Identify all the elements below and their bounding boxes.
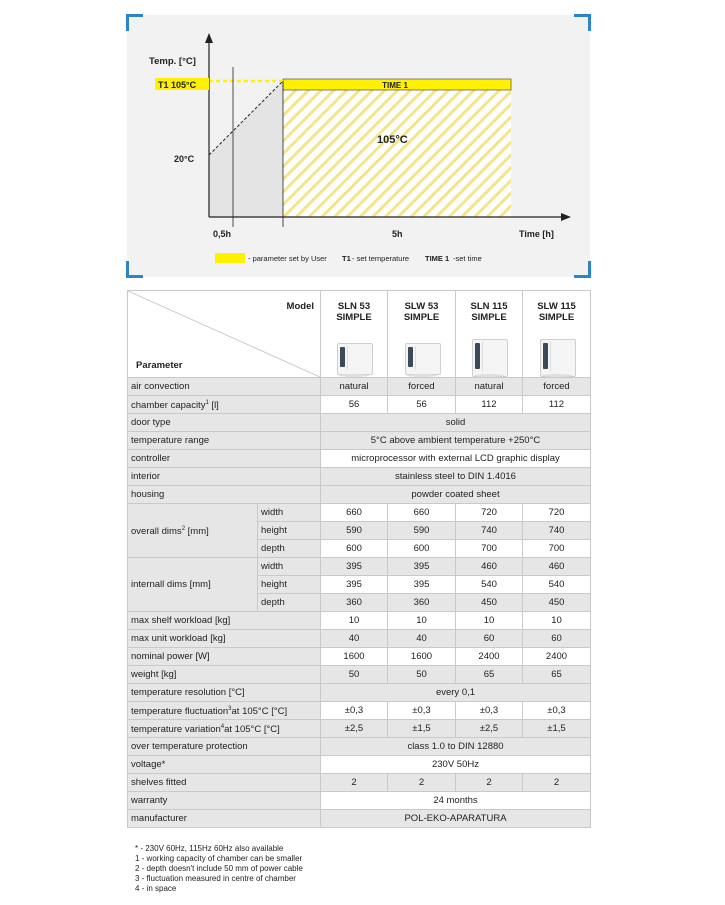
row-label: max unit workload [kg] xyxy=(128,630,321,648)
cell: 740 xyxy=(456,522,523,540)
model-column-slw115 xyxy=(523,291,591,378)
cell: forced xyxy=(523,378,591,396)
legend-t1-key: T1 xyxy=(342,254,351,263)
cell: natural xyxy=(456,378,523,396)
cell: 540 xyxy=(523,576,591,594)
table-row xyxy=(128,612,591,630)
header-parameter-label: Parameter xyxy=(136,360,183,371)
cell: natural xyxy=(321,378,388,396)
x-tick-5h: 5h xyxy=(392,229,403,239)
cell: 2400 xyxy=(456,648,523,666)
footnote: 2 - depth doesn't include 50 mm of power cable xyxy=(135,864,303,873)
cell: 2 xyxy=(523,774,591,792)
cell: 600 xyxy=(321,540,388,558)
footnote: 3 - fluctuation measured in centre of chamber xyxy=(135,874,296,883)
table-row xyxy=(128,756,591,774)
row-label: temperature variation$^4$at 105°C [°C] xyxy=(128,720,321,738)
model-name-line1: SLN 53 xyxy=(337,301,371,312)
time1-bar-label: TIME 1 xyxy=(382,81,408,90)
cell: ±1,5 xyxy=(388,720,456,738)
table-row xyxy=(128,486,591,504)
cell: 60 xyxy=(456,630,523,648)
cell: solid xyxy=(321,414,591,432)
row-label: air convection xyxy=(128,378,321,396)
chart-svg xyxy=(127,15,590,277)
row-label: internall dims [mm] xyxy=(128,558,258,612)
row-label: weight [kg] xyxy=(128,666,321,684)
row-label: shelves fitted xyxy=(128,774,321,792)
cell: 700 xyxy=(456,540,523,558)
table-row xyxy=(128,432,591,450)
cell: 740 xyxy=(523,522,591,540)
cell: 395 xyxy=(388,558,456,576)
sub-label: depth xyxy=(258,594,321,612)
cell: ±1,5 xyxy=(523,720,591,738)
row-label: controller xyxy=(128,450,321,468)
sub-label: height xyxy=(258,576,321,594)
cell: 24 months xyxy=(321,792,591,810)
row-label: over temperature protection xyxy=(128,738,321,756)
table-row xyxy=(128,684,591,702)
cell: 1600 xyxy=(388,648,456,666)
cell: 112 xyxy=(456,396,523,414)
cell: every 0,1 xyxy=(321,684,591,702)
model-name-line2: SIMPLE xyxy=(471,312,507,323)
cell: 5°C above ambient temperature +250°C xyxy=(321,432,591,450)
row-label: door type xyxy=(128,414,321,432)
table-row xyxy=(128,378,591,396)
model-column-slw53 xyxy=(388,291,456,378)
sub-label: width xyxy=(258,558,321,576)
ramp-area xyxy=(209,81,283,217)
cell: microprocessor with external LCD graphic display xyxy=(321,450,591,468)
cell: 10 xyxy=(456,612,523,630)
table-row xyxy=(128,396,591,414)
sub-label: depth xyxy=(258,540,321,558)
header-model-label: Model xyxy=(286,301,314,312)
model-name-line2: SIMPLE xyxy=(336,312,372,323)
y-axis-label: Temp. [°C] xyxy=(149,56,196,67)
cell: 65 xyxy=(523,666,591,684)
table-row xyxy=(128,738,591,756)
cell: 10 xyxy=(321,612,388,630)
cell: ±2,5 xyxy=(321,720,388,738)
row-label: interior xyxy=(128,468,321,486)
cell: 2 xyxy=(388,774,456,792)
cell: 2 xyxy=(456,774,523,792)
table-row xyxy=(128,504,591,522)
legend-time-key: TIME 1 xyxy=(425,254,450,263)
cell: 1600 xyxy=(321,648,388,666)
oven-icon xyxy=(540,339,574,377)
cell: 540 xyxy=(456,576,523,594)
legend-user-text: - parameter set by User xyxy=(248,254,327,263)
model-name-line2: SIMPLE xyxy=(538,312,575,323)
sub-label: height xyxy=(258,522,321,540)
sub-label: width xyxy=(258,504,321,522)
row-label: temperature fluctuation$^3$at 105°C [°C] xyxy=(128,702,321,720)
x-axis-arrow xyxy=(561,213,571,221)
row-label: voltage* xyxy=(128,756,321,774)
table-row xyxy=(128,558,591,576)
cell: 50 xyxy=(388,666,456,684)
oven-icon xyxy=(337,339,371,377)
legend-swatch xyxy=(215,253,245,263)
row-label: max shelf workload [kg] xyxy=(128,612,321,630)
table-header-row xyxy=(128,291,591,378)
table-row xyxy=(128,666,591,684)
cell: stainless steel to DIN 1.4016 xyxy=(321,468,591,486)
cell: ±0,3 xyxy=(388,702,456,720)
footnote: 1 - working capacity of chamber can be smaller xyxy=(135,854,303,863)
cell: 65 xyxy=(456,666,523,684)
cell: 2 xyxy=(321,774,388,792)
cell: POL-EKO-APARATURA xyxy=(321,810,591,828)
model-name-line1: SLW 115 xyxy=(537,301,576,312)
table-row xyxy=(128,414,591,432)
cell: 40 xyxy=(388,630,456,648)
plateau-temp-label: 105°C xyxy=(377,134,408,146)
row-label: temperature range xyxy=(128,432,321,450)
row-label: overall dims$^2$ [mm] xyxy=(128,504,258,558)
model-name-line2: SIMPLE xyxy=(403,312,440,323)
cell: 720 xyxy=(456,504,523,522)
cell: 10 xyxy=(388,612,456,630)
cell: 450 xyxy=(456,594,523,612)
cell: 450 xyxy=(523,594,591,612)
row-label: chamber capacity$^1$ [l] xyxy=(128,396,321,414)
table-row xyxy=(128,720,591,738)
model-name-line1: SLN 115 xyxy=(470,301,508,312)
cell: 660 xyxy=(321,504,388,522)
start-temp-label: 20°C xyxy=(174,154,195,164)
temperature-profile-chart xyxy=(127,15,590,277)
cell: 660 xyxy=(388,504,456,522)
model-name-line1: SLW 53 xyxy=(404,301,439,312)
table-row xyxy=(128,702,591,720)
cell: forced xyxy=(388,378,456,396)
cell: 590 xyxy=(321,522,388,540)
oven-icon xyxy=(472,339,506,377)
header-parameter-model-cell xyxy=(128,291,321,378)
spec-table xyxy=(127,290,591,828)
footnotes xyxy=(135,844,303,894)
row-label: temperature resolution [°C] xyxy=(128,684,321,702)
cell: 360 xyxy=(388,594,456,612)
cell: ±2,5 xyxy=(456,720,523,738)
cell: 56 xyxy=(321,396,388,414)
t1-label: T1 105°C xyxy=(158,80,197,90)
legend-t1-text: - set temperature xyxy=(352,254,410,263)
plateau-area xyxy=(283,90,511,217)
cell: 60 xyxy=(523,630,591,648)
cell: ±0,3 xyxy=(456,702,523,720)
table-row xyxy=(128,630,591,648)
table-row xyxy=(128,468,591,486)
cell: 112 xyxy=(523,396,591,414)
model-column-sln53 xyxy=(321,291,388,378)
cell: 2400 xyxy=(523,648,591,666)
table-row xyxy=(128,792,591,810)
table-row xyxy=(128,450,591,468)
cell: class 1.0 to DIN 12880 xyxy=(321,738,591,756)
cell: ±0,3 xyxy=(523,702,591,720)
cell: powder coated sheet xyxy=(321,486,591,504)
cell: 395 xyxy=(321,576,388,594)
x-tick-0-5h: 0,5h xyxy=(213,229,232,239)
table-row xyxy=(128,648,591,666)
footnote: * - 230V 60Hz, 115Hz 60Hz also available xyxy=(135,844,284,853)
cell: 600 xyxy=(388,540,456,558)
row-label: housing xyxy=(128,486,321,504)
table-row xyxy=(128,774,591,792)
cell: 720 xyxy=(523,504,591,522)
footnote: 4 - in space xyxy=(135,884,177,893)
cell: 40 xyxy=(321,630,388,648)
cell: 395 xyxy=(388,576,456,594)
table-row xyxy=(128,810,591,828)
cell: 460 xyxy=(456,558,523,576)
model-column-sln115 xyxy=(456,291,523,378)
y-axis-arrow xyxy=(205,33,213,43)
row-label: manufacturer xyxy=(128,810,321,828)
row-label: warranty xyxy=(128,792,321,810)
cell: 395 xyxy=(321,558,388,576)
row-label: nominal power [W] xyxy=(128,648,321,666)
cell: 230V 50Hz xyxy=(321,756,591,774)
cell: 56 xyxy=(388,396,456,414)
cell: 590 xyxy=(388,522,456,540)
x-axis-label: Time [h] xyxy=(519,229,554,239)
oven-icon xyxy=(405,339,439,377)
cell: ±0,3 xyxy=(321,702,388,720)
cell: 460 xyxy=(523,558,591,576)
cell: 700 xyxy=(523,540,591,558)
cell: 10 xyxy=(523,612,591,630)
cell: 50 xyxy=(321,666,388,684)
cell: 360 xyxy=(321,594,388,612)
legend-time-text: -set time xyxy=(453,254,482,263)
